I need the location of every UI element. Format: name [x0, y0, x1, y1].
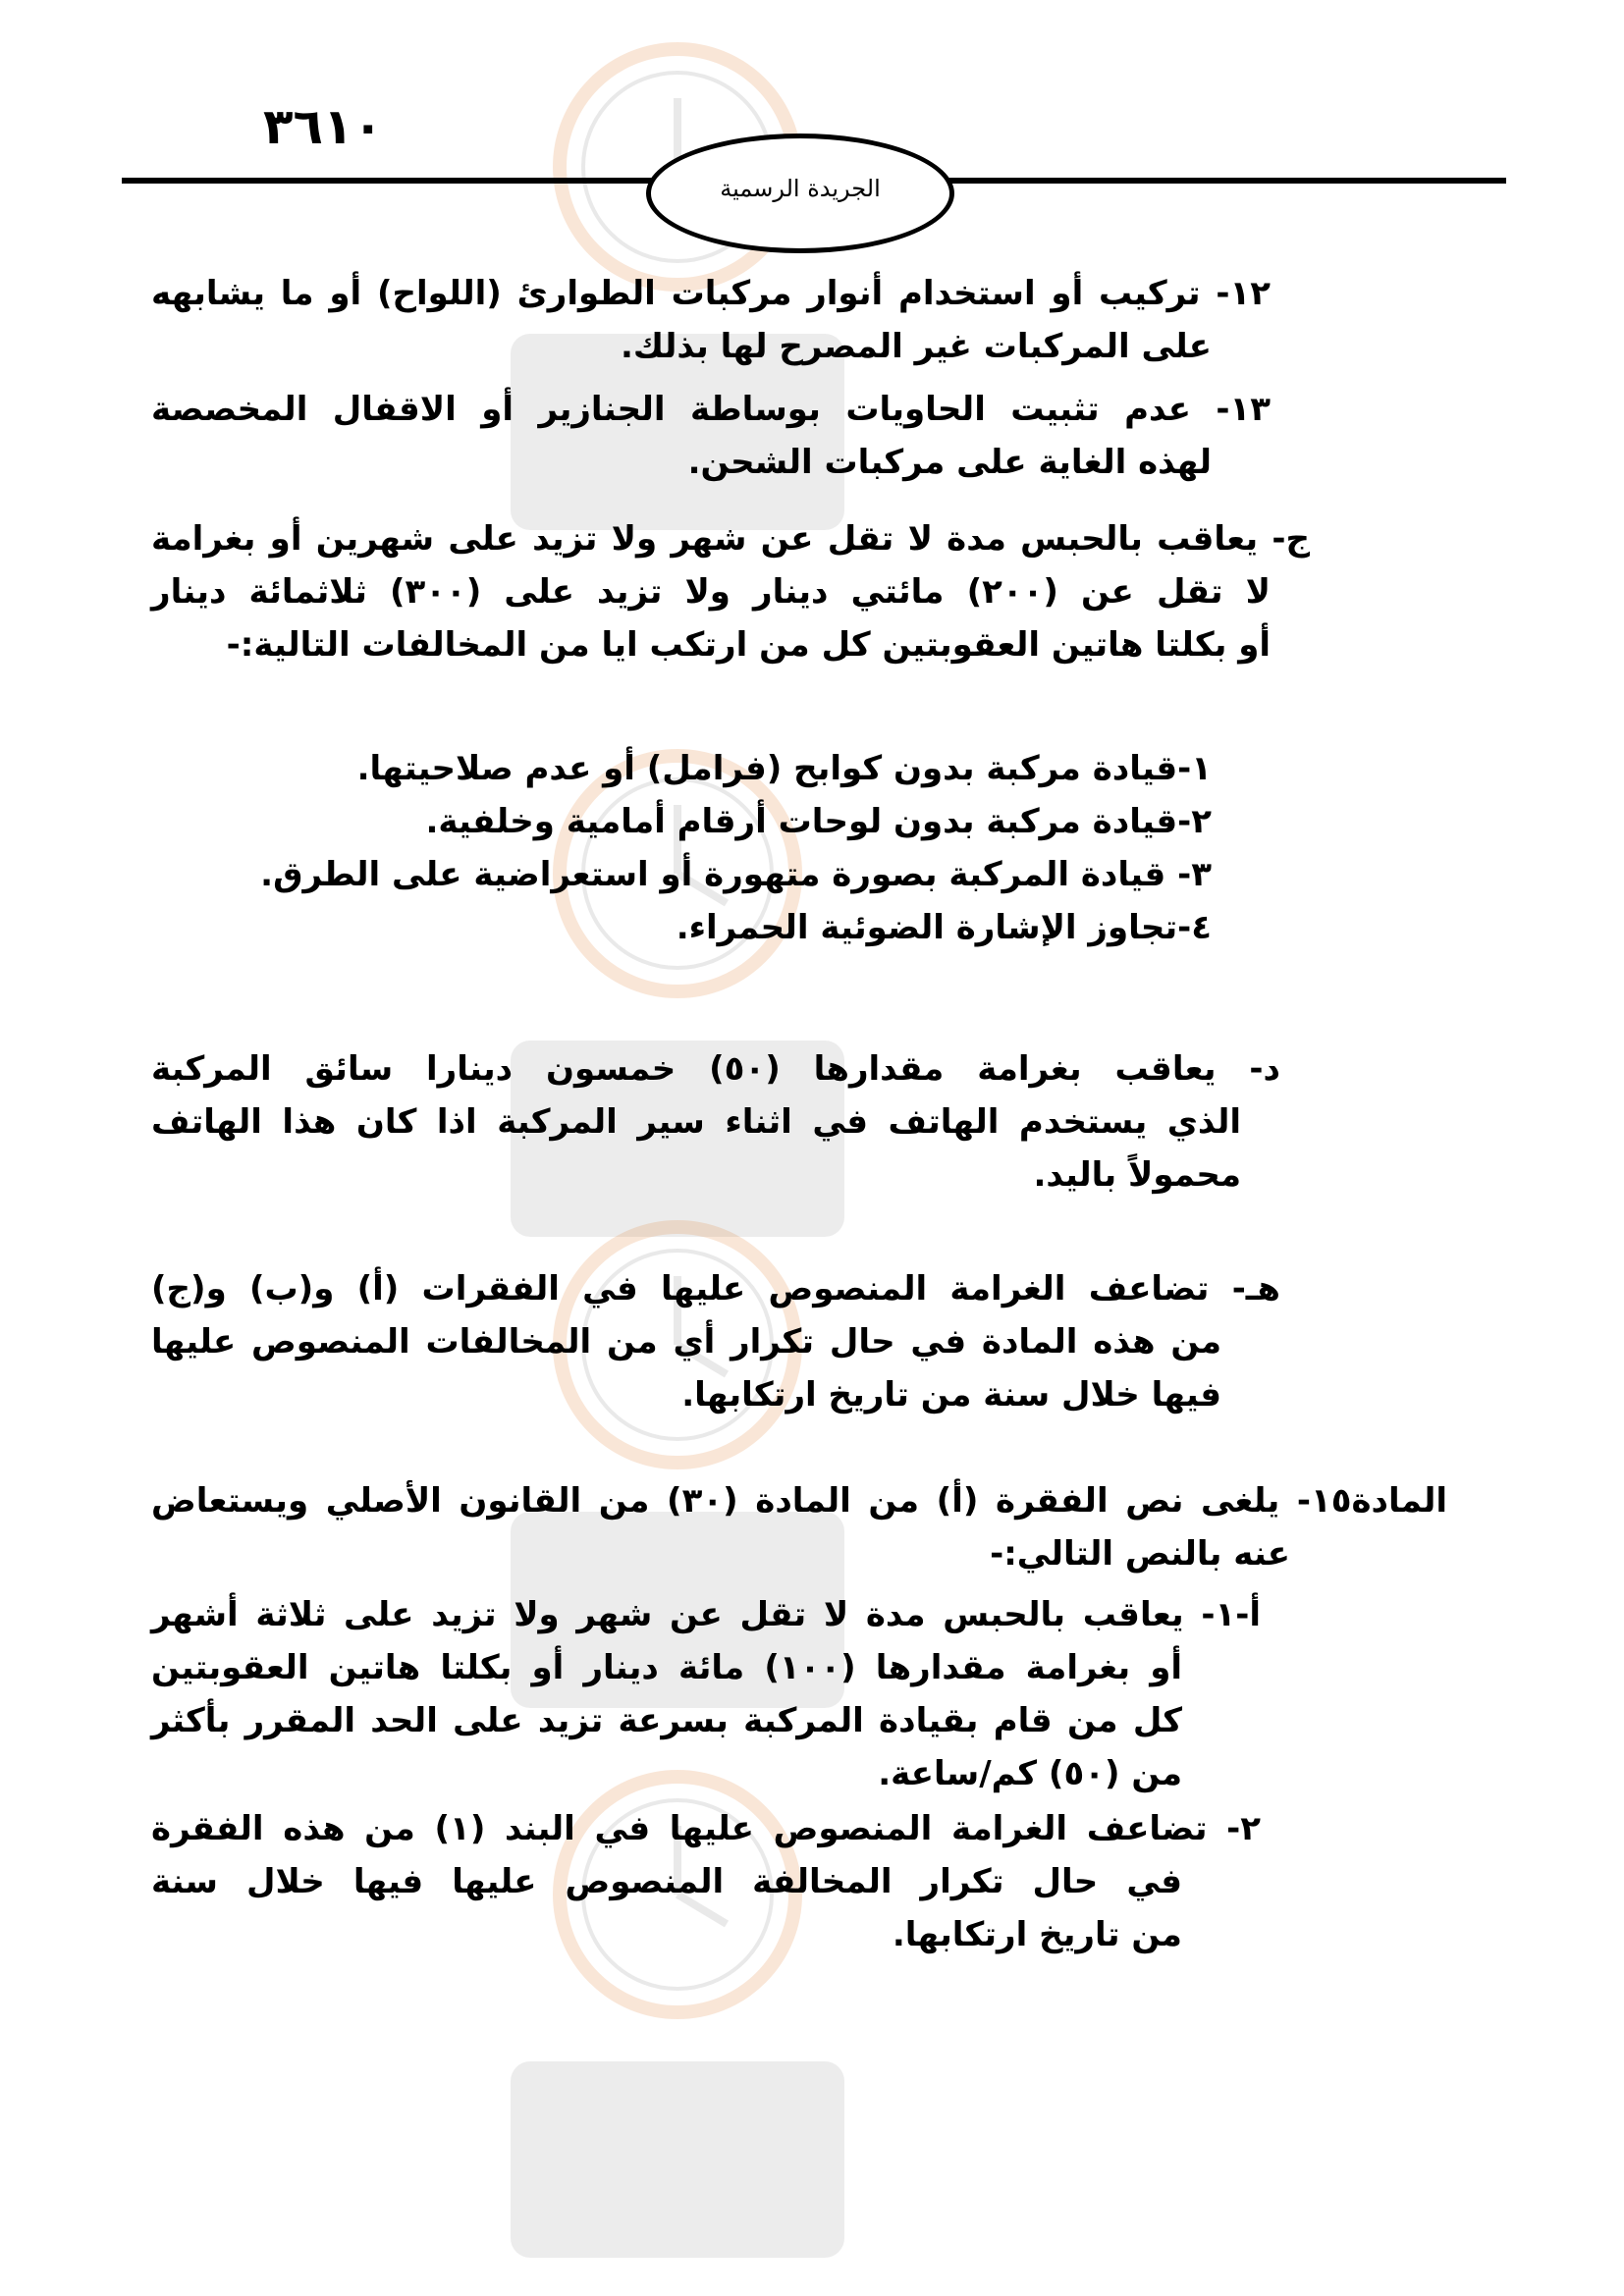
text-line: كل من قام بقيادة المركبة بسرعة تزيد على الحد المقرر بأكثر: [151, 1701, 1182, 1740]
list-item: ١-قيادة مركبة بدون كوابح (فرامل) أو عدم صلاحيتها.: [356, 749, 1212, 788]
text-line: أ-١- يعاقب بالحبس مدة لا تقل عن شهر ولا تزيد على ثلاثة أشهر: [151, 1595, 1261, 1634]
text-line: أو بكلتا هاتين العقوبتين كل من ارتكب ايا من المخالفات التالية:-: [226, 625, 1271, 665]
text-line: المادة١٥- يلغى نص الفقرة (أ) من المادة (٣٠) من القانون الأصلي ويستعاض: [151, 1481, 1447, 1521]
list-item: ٤-تجاوز الإشارة الضوئية الحمراء.: [676, 908, 1212, 947]
text-line: أو بغرامة مقدارها (١٠٠) مائة دينار أو بكلتا هاتين العقوبتين: [151, 1648, 1182, 1687]
text-line: د- يعاقب بغرامة مقدارها (٥٠) خمسون دينارا سائق المركبة: [151, 1049, 1280, 1089]
violations-list: [260, 742, 1212, 954]
item-12: [151, 267, 1271, 373]
text-line: محمولاً باليد.: [1033, 1155, 1241, 1195]
item-13: [151, 383, 1271, 489]
text-line: من (٥٠) كم/ساعة.: [878, 1754, 1182, 1793]
text-line: لا تقل عن (٢٠٠) مائتي دينار ولا تزيد على (٣٠٠) ثلاثمائة دينار: [151, 572, 1271, 612]
paragraph-a2: [151, 1802, 1261, 1961]
text-line: من هذه المادة في حال تكرار أي من المخالفات المنصوص عليها: [151, 1322, 1221, 1362]
text-line: من تاريخ ارتكابها.: [892, 1915, 1182, 1954]
text-line: هـ- تضاعف الغرامة المنصوص عليها في الفقرات (أ) و(ب) و(ج): [151, 1269, 1280, 1308]
text-line: ٢- تضاعف الغرامة المنصوص عليها في البند (١) من هذه الفقرة: [151, 1809, 1262, 1848]
paragraph-c: [151, 512, 1310, 671]
text-line: فيها خلال سنة من تاريخ ارتكابها.: [681, 1375, 1221, 1415]
text-line: عنه بالنص التالي:-: [990, 1534, 1290, 1574]
text-line: في حال تكرار المخالفة المنصوص عليها فيها خلال سنة: [151, 1862, 1182, 1901]
header-oval: [646, 133, 954, 253]
list-item: ٢-قيادة مركبة بدون لوحات أرقام أمامية وخلفية.: [425, 802, 1212, 841]
text-line: على المركبات غير المصرح لها بذلك.: [621, 327, 1212, 366]
text-line: ج- يعاقب بالحبس مدة لا تقل عن شهر ولا تزيد على شهرين أو بغرامة: [151, 519, 1310, 559]
article-15: [151, 1474, 1447, 1580]
text-line: لهذه الغاية على مركبات الشحن.: [687, 443, 1212, 482]
text-line: ١٣- عدم تثبيت الحاويات بوساطة الجنازير أو الاقفال المخصصة: [151, 390, 1271, 429]
paragraph-d: [151, 1042, 1280, 1201]
text-line: ١٢- تركيب أو استخدام أنوار مركبات الطوارئ (اللواح) أو ما يشابهه: [151, 274, 1271, 313]
paragraph-h: [151, 1262, 1280, 1421]
list-item: ٣- قيادة المركبة بصورة متهورة أو استعراضية على الطرق.: [260, 855, 1212, 894]
text-line: الذي يستخدم الهاتف في اثناء سير المركبة اذا كان هذا الهاتف: [151, 1102, 1241, 1142]
header-title: الجريدة الرسمية: [720, 175, 881, 202]
page-number: ٣٦١٠: [263, 98, 384, 155]
paragraph-a1: [151, 1588, 1261, 1800]
